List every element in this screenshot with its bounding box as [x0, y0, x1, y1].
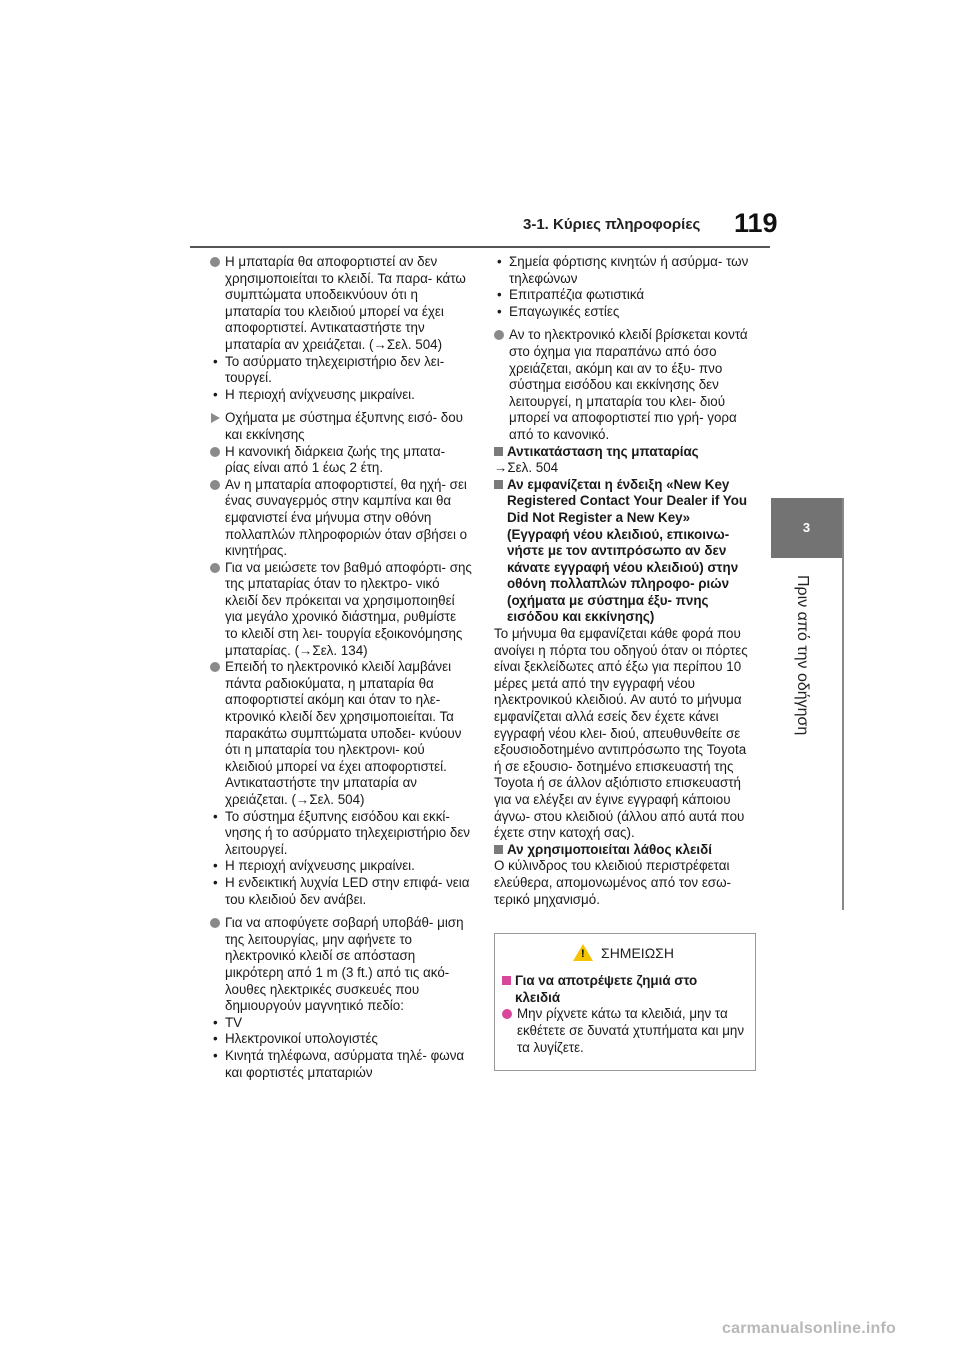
- notice-text: Μην ρίχνετε κάτω τα κλειδιά, μην τα εκθέτετε σε δυνατά χτυπήματα και μην τα λυγίζετε.: [502, 1006, 745, 1056]
- bullet-list: [210, 354, 472, 404]
- list-item: • TV: [210, 1015, 472, 1032]
- dot-item: Επειδή το ηλεκτρονικό κλειδί λαμβάνει πάντα ραδιοκύματα, η μπαταρία θα αποφορτιστεί ακόμη και όταν το ηλε- κτρονικό κλειδί δεν χρησιμοποιείται. Τα παρακάτω συμπτώματα υποδει- κνύουν ότι η μπαταρία του ηλεκτρονι- κού κλειδιού μπορεί να έχει αποφορτιστεί. Αντικαταστήστε την μπαταρία αν χρειάζεται. (→Σελ. 504): [210, 659, 472, 808]
- notice-heading: Για να αποτρέψετε ζημιά στο κλειδιά: [502, 973, 745, 1006]
- list-item: • Κινητά τηλέφωνα, ασύρματα τηλέ- φωνα και φορτιστές μπαταριών: [210, 1048, 472, 1081]
- list-item: • Η περιοχή ανίχνευσης μικραίνει.: [210, 858, 472, 875]
- list-item: • Ηλεκτρονικοί υπολογιστές: [210, 1031, 472, 1048]
- dot-item: Αν το ηλεκτρονικό κλειδί βρίσκεται κοντά στο όχημα για παραπάνω από όσο χρειάζεται, ακόμη και αν το έξυ- πνο σύστημα εισόδου και εκκίνησης δεν λειτουργεί, η μπαταρία του κλει- διού μπορεί να αποφορτιστεί πιο γρή- γορα από το κανονικό.: [494, 327, 756, 443]
- list-item: • Σημεία φόρτισης κινητών ή ασύρμα- των τηλεφώνων: [494, 254, 756, 287]
- chapter-divider: [842, 498, 844, 910]
- paragraph: Το μήνυμα θα εμφανίζεται κάθε φορά που ανοίγει η πόρτα του οδηγού όταν οι πόρτες είναι ξεκλείδωτες από έξω για περίπου 10 μέρες μετά από την εγγραφή νέου ηλεκτρονικού κλειδιού. Αν αυτό το μήνυμα εμφανίζεται αλλά εσείς δεν έχετε κάνει εγγραφή νέου κλει- διού, απευθυνθείτε σε εξουσιοδοτημένο αντιπρόσωπο της Toyota ή σε εξουσιο- δοτημένο επισκευαστή της Toyota ή σε άλλον αξιόπιστο επισκευαστή για να ελέγξει αν έγινε εγγραφή κάποιου άγνω- στου κλειδιού (άλλου από αυτά που έχετε στην κατοχή σας).: [494, 626, 748, 841]
- arrow-heading: Οχήματα με σύστημα έξυπνης εισό- δου και εκκίνησης: [210, 410, 472, 443]
- warning-icon: !: [573, 944, 593, 961]
- section-title: 3-1. Κύριες πληροφορίες: [523, 216, 701, 233]
- left-column: [210, 254, 472, 1081]
- bullet-list: [210, 809, 472, 909]
- bullet-list: [494, 254, 756, 320]
- paragraph: Ο κύλινδρος του κλειδιού περιστρέφεται ελεύθερα, απομονωμένος από τον εσω- τερικό μηχανισμό.: [494, 858, 731, 907]
- dot-item: Για να μειώσετε τον βαθμό αποφόρτι- σης της μπαταρίας όταν το ηλεκτρο- νικό κλειδί δεν πρόκειται να χρησιμοποιηθεί για μεγάλο χρονικό διάστημα, ρυθμίστε το κλειδί στη λει- τουργία εξοικονόμησης μπαταρίας. (→Σελ. 134): [210, 560, 472, 660]
- dot-item: Η κανονική διάρκεια ζωής της μπατα- ρίας είναι από 1 έως 2 έτη.: [210, 444, 472, 477]
- list-item: • Το σύστημα έξυπνης εισόδου και εκκί- νησης ή το ασύρματο τηλεχειριστήριο δεν λειτουργεί.: [210, 809, 472, 859]
- chapter-title: Πριν από την οδήγηση: [794, 575, 811, 736]
- dot-item: Για να αποφύγετε σοβαρή υποβάθ- μιση της λειτουργίας, μην αφήνετε το ηλεκτρονικό κλειδί σε απόσταση μικρότερη από 1 m (3 ft.) από τις ακό- λουθες ηλεκτρικές συσκευές που δημιουργούν μαγνητικό πεδίο:: [210, 915, 472, 1015]
- header-divider: [190, 246, 770, 248]
- list-item: • Το ασύρματο τηλεχειριστήριο δεν λει- τουργεί.: [210, 354, 472, 387]
- bullet-list: [210, 1015, 472, 1081]
- page-number: 119: [734, 208, 778, 238]
- notice-header: [502, 942, 745, 964]
- chapter-tab[interactable]: 3: [771, 498, 842, 558]
- list-item: • Η περιοχή ανίχνευσης μικραίνει.: [210, 387, 472, 404]
- notice-box: [494, 933, 756, 1071]
- dot-item: Η μπαταρία θα αποφορτιστεί αν δεν χρησιμοποιείται το κλειδί. Τα παρα- κάτω συμπτώματα υποδεικνύουν ότι η μπαταρία του κλειδιού μπορεί να έχει αποφορτιστεί. Αντικαταστήστε την μπαταρία αν χρειάζεται. (→Σελ. 504): [210, 254, 472, 354]
- notice-title: ΣΗΜΕΙΩΣΗ: [601, 945, 674, 962]
- page-reference[interactable]: →Σελ. 504: [494, 460, 559, 476]
- list-item: • Επαγωγικές εστίες: [494, 304, 756, 321]
- list-item: • Επιτραπέζια φωτιστικά: [494, 287, 756, 304]
- right-column: [494, 254, 756, 1071]
- watermark: carmanualsonline.info: [722, 1320, 897, 1337]
- section-heading: Αν εμφανίζεται η ένδειξη «New Key Registered Contact Your Dealer if You Did Not Register a New Key» (Εγγραφή νέου κλειδιού, επικοινω- νήστε με τον αντιπρόσωπο αν δεν κάνατε εγγραφή νέου κλειδιού) στην οθόνη πολλαπλών πληροφο- ριών (οχήματα με σύστημα έξυ- πνης εισόδου και εκκίνησης): [494, 477, 756, 626]
- list-item: • Η ενδεικτική λυχνία LED στην επιφά- νεια του κλειδιού δεν ανάβει.: [210, 875, 472, 908]
- section-heading: Αντικατάσταση της μπαταρίας: [494, 444, 756, 461]
- section-heading: Αν χρησιμοποιείται λάθος κλειδί: [494, 842, 756, 859]
- dot-item: Αν η μπαταρία αποφορτιστεί, θα ηχή- σει ένας συναγερμός στην καμπίνα και θα εμφανιστεί ένα μήνυμα στην οθόνη πολλαπλών πληροφοριών όταν σβήσει ο κινητήρας.: [210, 477, 472, 560]
